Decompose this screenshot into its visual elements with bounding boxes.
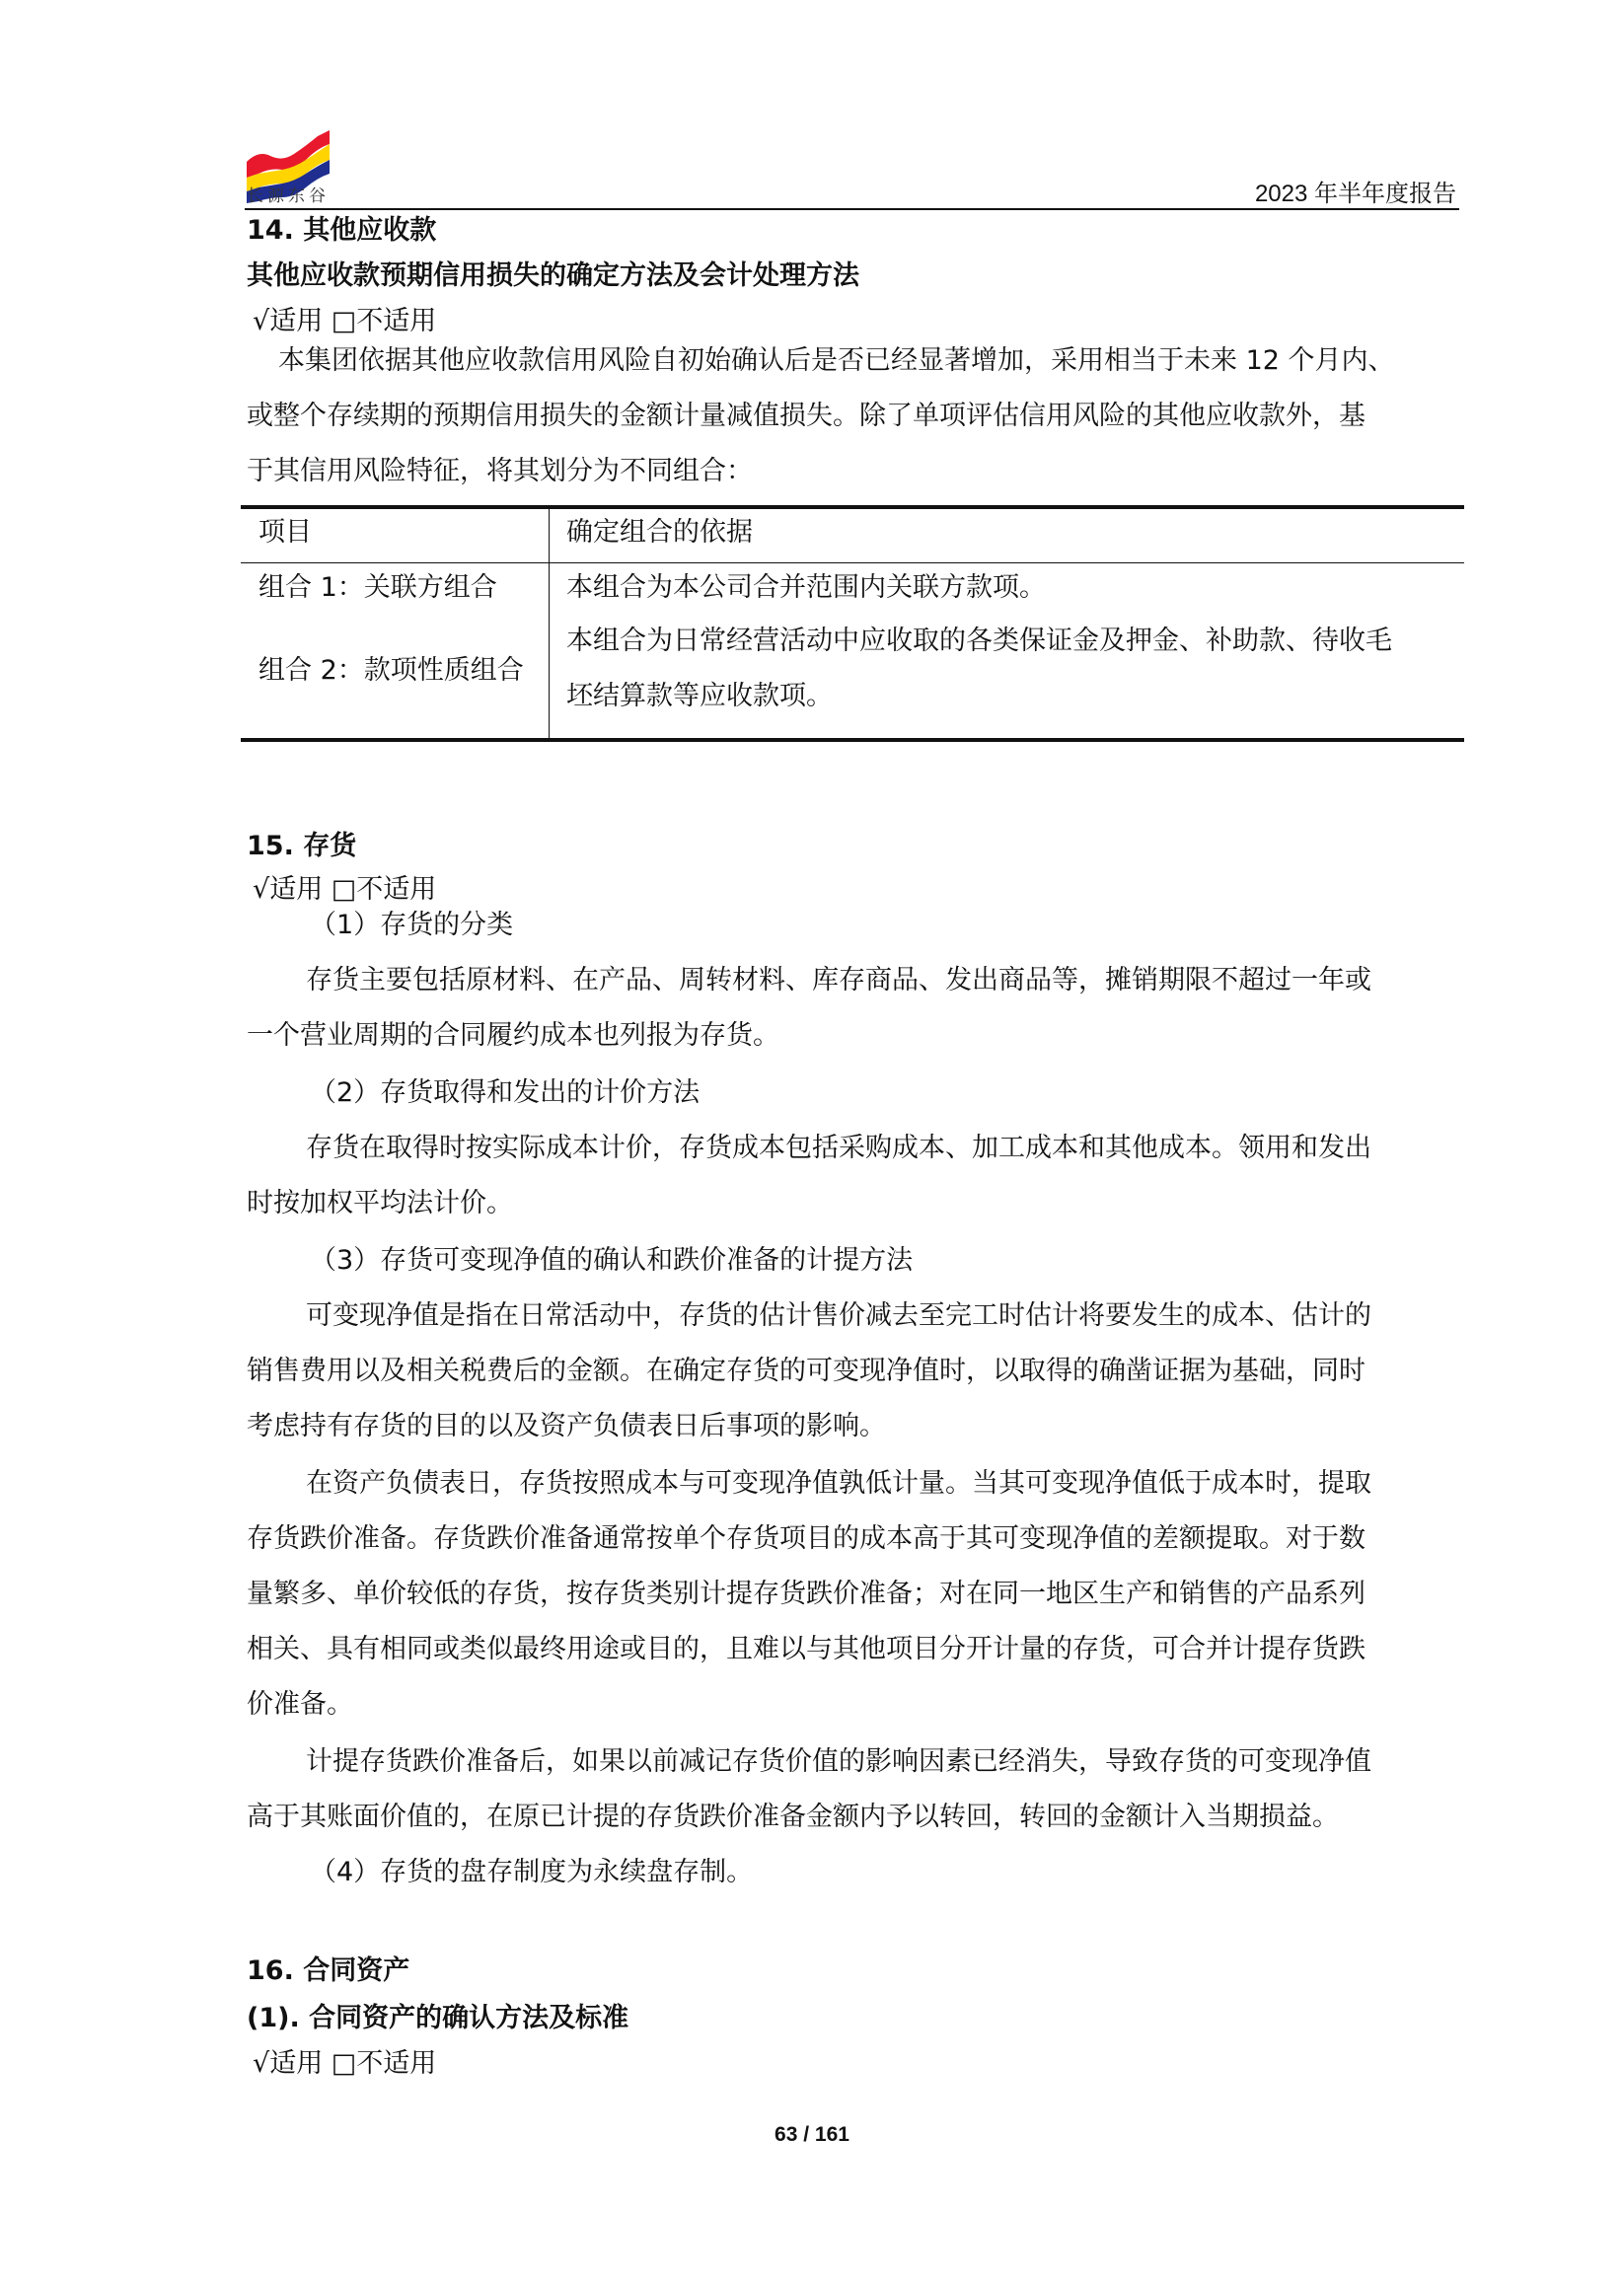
section-15-line: 价准备。 bbox=[247, 1689, 353, 1720]
portfolio-table bbox=[241, 505, 1464, 742]
table-row-1-item: 组合 1：关联方组合 bbox=[258, 572, 497, 603]
section-15-line: 在资产负债表日，存货按照成本与可变现净值孰低计量。当其可变现净值低于成本时，提取 bbox=[306, 1468, 1371, 1499]
table-header-rule bbox=[241, 562, 1464, 563]
section-15-applicability: √适用 □不适用 bbox=[253, 874, 437, 905]
section-14-para-line: 或整个存续期的预期信用损失的金额计量减值损失。除了单项评估信用风险的其他应收款外，基 bbox=[247, 401, 1366, 431]
table-row-1-basis: 本组合为本公司合并范围内关联方款项。 bbox=[566, 572, 1046, 603]
section-14-heading: 14. 其他应收款 bbox=[247, 215, 437, 246]
section-15-line: （2）存货取得和发出的计价方法 bbox=[310, 1077, 701, 1108]
table-top-rule bbox=[241, 505, 1464, 509]
section-16-applicability: √适用 □不适用 bbox=[253, 2048, 437, 2079]
section-15-line: 存货跌价准备。存货跌价准备通常按单个存货项目的成本高于其可变现净值的差额提取。对于数 bbox=[247, 1523, 1366, 1554]
report-title: 2023 年半年度报告 bbox=[1254, 181, 1456, 207]
table-header-basis: 确定组合的依据 bbox=[566, 517, 753, 548]
section-14-para-line: 于其信用风险特征，将其划分为不同组合： bbox=[247, 456, 753, 486]
table-row-2-item: 组合 2：款项性质组合 bbox=[258, 655, 524, 686]
section-15-line: （4）存货的盘存制度为永续盘存制。 bbox=[310, 1857, 754, 1887]
section-14-para-line: 本集团依据其他应收款信用风险自初始确认后是否已经显著增加，采用相当于未来 12 个月内、 bbox=[278, 345, 1395, 376]
page-number: 63 / 161 bbox=[775, 2123, 849, 2146]
section-15-line: 存货主要包括原材料、在产品、周转材料、库存商品、发出商品等，摊销期限不超过一年或 bbox=[306, 965, 1371, 995]
section-15-line: 计提存货跌价准备后，如果以前减记存货价值的影响因素已经消失，导致存货的可变现净值 bbox=[306, 1746, 1371, 1777]
table-row-2-basis-line: 本组合为日常经营活动中应收取的各类保证金及押金、补助款、待收毛 bbox=[566, 626, 1392, 656]
section-15-line: 时按加权平均法计价。 bbox=[247, 1188, 513, 1218]
header-divider bbox=[245, 208, 1459, 210]
table-column-divider bbox=[549, 507, 550, 738]
section-15-line: （3）存货可变现净值的确认和跌价准备的计提方法 bbox=[310, 1245, 914, 1276]
section-15-line: 一个营业周期的合同履约成本也列报为存货。 bbox=[247, 1020, 779, 1051]
table-bottom-rule bbox=[241, 738, 1464, 742]
section-15-line: 高于其账面价值的，在原已计提的存货跌价准备金额内予以转回，转回的金额计入当期损益。 bbox=[247, 1802, 1339, 1832]
section-16-heading: 16. 合同资产 bbox=[247, 1955, 410, 1986]
section-15-line: 考虑持有存货的目的以及资产负债表日后事项的影响。 bbox=[247, 1411, 886, 1441]
section-14-subheading: 其他应收款预期信用损失的确定方法及会计处理方法 bbox=[247, 260, 859, 291]
section-15-line: （1）存货的分类 bbox=[310, 910, 514, 940]
logo-caption: 长源东谷 bbox=[247, 186, 330, 206]
section-14-applicability: √适用 □不适用 bbox=[253, 306, 437, 336]
table-row-2-basis-line: 坯结算款等应收款项。 bbox=[566, 681, 833, 711]
section-16-subheading: (1). 合同资产的确认方法及标准 bbox=[247, 2003, 629, 2033]
table-header-item: 项目 bbox=[258, 517, 312, 548]
section-15-line: 存货在取得时按实际成本计价，存货成本包括采购成本、加工成本和其他成本。领用和发出 bbox=[306, 1133, 1371, 1163]
section-15-line: 可变现净值是指在日常活动中，存货的估计售价减去至完工时估计将要发生的成本、估计的 bbox=[306, 1300, 1371, 1331]
section-15-line: 量繁多、单价较低的存货，按存货类别计提存货跌价准备；对在同一地区生产和销售的产品系列 bbox=[247, 1579, 1366, 1609]
section-15-heading: 15. 存货 bbox=[247, 831, 357, 861]
section-15-line: 销售费用以及相关税费后的金额。在确定存货的可变现净值时，以取得的确凿证据为基础，同时 bbox=[247, 1356, 1366, 1386]
section-15-line: 相关、具有相同或类似最终用途或目的，且难以与其他项目分开计量的存货，可合并计提存货跌 bbox=[247, 1634, 1366, 1664]
